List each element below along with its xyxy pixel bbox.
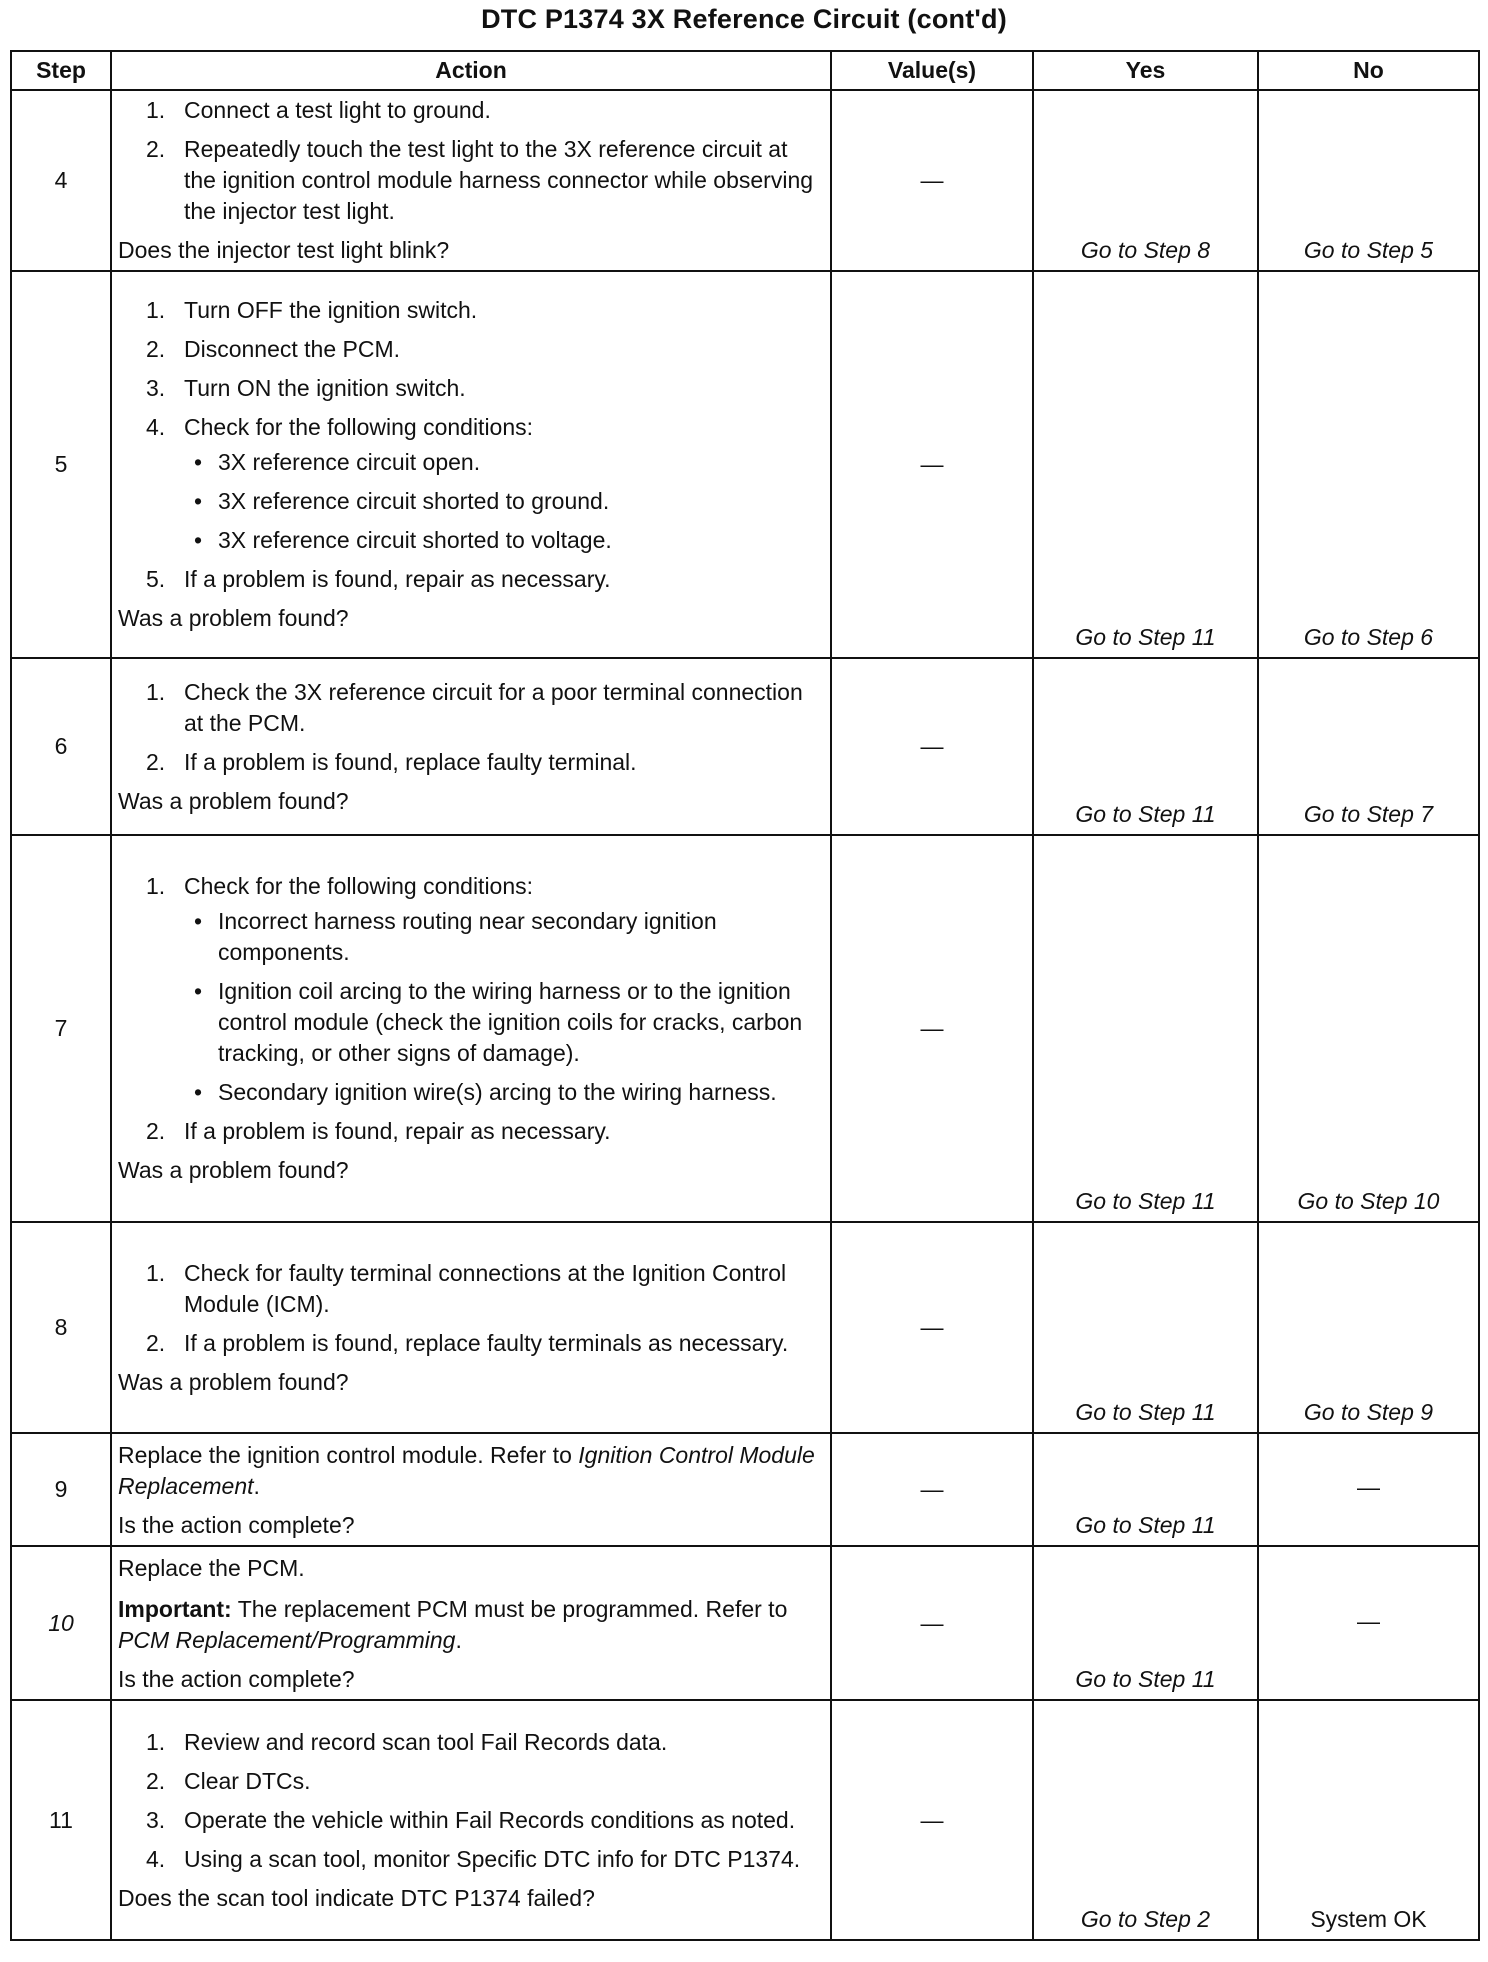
action-cell <box>111 1433 831 1546</box>
reference-link: PCM Replacement/Programming <box>118 1627 456 1653</box>
action-item: 2. Disconnect the PCM. <box>146 336 401 362</box>
action-cell <box>111 658 831 835</box>
yes-cell: Go to Step 11 <box>1033 1433 1258 1546</box>
action-item: 2. Clear DTCs. <box>146 1767 311 1794</box>
question: Does the scan tool indicate DTC P1374 failed? <box>118 1884 595 1911</box>
value-cell: — <box>831 1222 1033 1433</box>
table-row <box>11 271 1479 658</box>
action-cell <box>111 90 831 271</box>
step-number: 4 <box>11 90 111 271</box>
table-row <box>11 90 1479 271</box>
action-item: 1. Check for faulty terminal connections at the Ignition Control Module (ICM). <box>146 1259 787 1317</box>
action-text: Replace the ignition control module. Refer to Ignition Control Module Replacement. <box>118 1442 815 1499</box>
action-item: 2. If a problem is found, repair as necessary. <box>146 1118 611 1144</box>
header-action: Action <box>111 51 831 90</box>
step-number: 10 <box>11 1546 111 1700</box>
yes-cell: Go to Step 8 <box>1033 90 1258 271</box>
table-row <box>11 835 1479 1222</box>
step-number: 9 <box>11 1433 111 1546</box>
important-note: Important: The replacement PCM must be programmed. Refer to PCM Replacement/Programming. <box>118 1596 788 1653</box>
yes-cell: Go to Step 11 <box>1033 835 1258 1222</box>
step-number: 6 <box>11 658 111 835</box>
question: Does the injector test light blink? <box>118 237 450 263</box>
bullet-item: • 3X reference circuit shorted to voltage. <box>194 527 612 553</box>
step-number: 5 <box>11 271 111 658</box>
no-cell: — <box>1258 1433 1479 1546</box>
step-number: 8 <box>11 1222 111 1433</box>
action-item: 4. Using a scan tool, monitor Specific DTC info for DTC P1374. <box>146 1845 801 1872</box>
action-cell <box>111 1222 831 1433</box>
yes-cell: Go to Step 11 <box>1033 271 1258 658</box>
value-cell: — <box>831 1700 1033 1940</box>
action-item: 2. If a problem is found, replace faulty terminal. <box>146 748 637 775</box>
action-cell <box>111 835 831 1222</box>
no-cell: Go to Step 10 <box>1258 835 1479 1222</box>
value-cell: — <box>831 90 1033 271</box>
action-item: 2. If a problem is found, replace faulty terminals as necessary. <box>146 1329 789 1356</box>
action-item: 1. Connect a test light to ground. <box>146 97 491 123</box>
table-row <box>11 1546 1479 1700</box>
value-cell: — <box>831 835 1033 1222</box>
bullet-item: • Secondary ignition wire(s) arcing to the wiring harness. <box>194 1079 777 1105</box>
question: Was a problem found? <box>118 1157 349 1183</box>
question: Is the action complete? <box>118 1512 355 1538</box>
question: Was a problem found? <box>118 787 349 814</box>
value-cell: — <box>831 271 1033 658</box>
yes-cell: Go to Step 11 <box>1033 658 1258 835</box>
action-text: Replace the PCM. <box>118 1555 305 1581</box>
question: Was a problem found? <box>118 605 349 631</box>
action-item: 4. Check for the following conditions: • 3X reference circuit open. • 3X reference circuit shorted to ground. • 3X reference circuit shorted to voltage. <box>118 412 824 556</box>
action-item: 1. Check the 3X reference circuit for a poor terminal connection at the PCM. <box>146 678 803 736</box>
header-yes: Yes <box>1033 51 1258 90</box>
value-cell: — <box>831 1546 1033 1700</box>
action-item: 3. Turn ON the ignition switch. <box>146 375 466 401</box>
yes-cell: Go to Step 11 <box>1033 1546 1258 1700</box>
action-item: 1. Check for the following conditions: • Incorrect harness routing near secondary ignition components. • Ignition coil arcing to the wiring harness or to the ignition control module (check the ignition coils for cracks, carbon tracking, or other signs of damage). • Secondary ignition wire(s) arcing to the wiring harness. <box>118 871 824 1108</box>
step-number: 11 <box>11 1700 111 1940</box>
question: Is the action complete? <box>118 1666 355 1692</box>
table-row <box>11 658 1479 835</box>
bullet-item: • 3X reference circuit open. <box>194 449 481 475</box>
yes-cell: Go to Step 2 <box>1033 1700 1258 1940</box>
no-cell: Go to Step 5 <box>1258 90 1479 271</box>
value-cell: — <box>831 1433 1033 1546</box>
page-title: DTC P1374 3X Reference Circuit (cont'd) <box>481 4 1007 34</box>
action-item: 1. Review and record scan tool Fail Records data. <box>146 1728 668 1755</box>
action-item: 3. Operate the vehicle within Fail Records conditions as noted. <box>146 1806 796 1833</box>
table-row <box>11 1222 1479 1433</box>
no-cell: Go to Step 6 <box>1258 271 1479 658</box>
bullet-item: • Incorrect harness routing near secondary ignition components. <box>194 908 717 965</box>
table-row <box>11 1700 1479 1940</box>
action-item: 5. If a problem is found, repair as necessary. <box>146 566 611 592</box>
dtc-table <box>10 50 1480 1941</box>
action-item: 1. Turn OFF the ignition switch. <box>146 297 478 323</box>
header-no: No <box>1258 51 1479 90</box>
action-item: 2. Repeatedly touch the test light to the 3X reference circuit at the ignition control module harness connector while observing the injector test light. <box>146 136 814 224</box>
reference-link: Ignition Control Module Replacement <box>118 1442 815 1499</box>
no-cell: Go to Step 7 <box>1258 658 1479 835</box>
yes-cell: Go to Step 11 <box>1033 1222 1258 1433</box>
action-cell <box>111 1546 831 1700</box>
header-row <box>11 51 1479 90</box>
no-cell: — <box>1258 1546 1479 1700</box>
bullet-item: • 3X reference circuit shorted to ground. <box>194 488 610 514</box>
header-values: Value(s) <box>831 51 1033 90</box>
action-cell <box>111 1700 831 1940</box>
no-cell: System OK <box>1258 1700 1479 1940</box>
question: Was a problem found? <box>118 1368 349 1395</box>
value-cell: — <box>831 658 1033 835</box>
header-step: Step <box>11 51 111 90</box>
step-number: 7 <box>11 835 111 1222</box>
table-row <box>11 1433 1479 1546</box>
action-cell <box>111 271 831 658</box>
no-cell: Go to Step 9 <box>1258 1222 1479 1433</box>
bullet-item: • Ignition coil arcing to the wiring harness or to the ignition control module (check the ignition coils for cracks, carbon tracking, or other signs of damage). <box>194 978 803 1066</box>
